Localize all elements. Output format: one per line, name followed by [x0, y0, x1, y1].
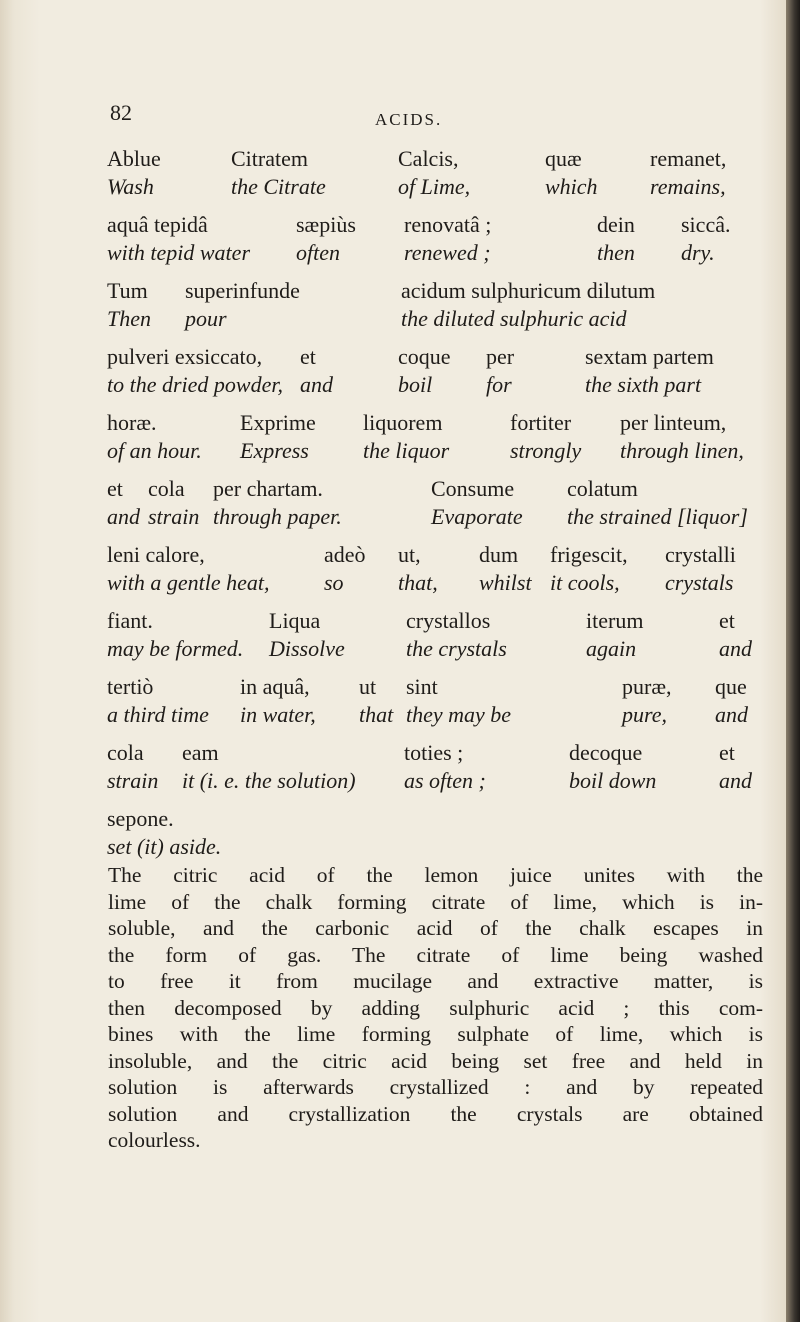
paragraph-line: soluble, and the carbonic acid of the chalk escapes in	[108, 916, 763, 940]
english-gloss: the sixth part	[585, 372, 702, 397]
latin-word: sepone.	[107, 806, 174, 831]
english-gloss: crystals	[665, 570, 734, 595]
paragraph-line: The citric acid of the lemon juice unites with the	[108, 863, 763, 887]
latin-word: quæ	[545, 146, 582, 171]
english-gloss: dry.	[681, 240, 715, 265]
english-gloss: Wash	[107, 174, 154, 199]
english-gloss: pure,	[622, 702, 668, 727]
english-gloss: the Citrate	[231, 174, 326, 199]
english-gloss: renewed ;	[404, 240, 491, 265]
latin-word: crystallos	[406, 608, 491, 633]
english-gloss: often	[296, 240, 340, 265]
latin-word: Exprime	[240, 410, 316, 435]
latin-word: Consume	[431, 476, 515, 501]
latin-word: dein	[597, 212, 635, 237]
english-gloss: and	[719, 768, 752, 793]
english-gloss: to the dried powder,	[107, 372, 283, 397]
latin-word: crystalli	[665, 542, 736, 567]
english-gloss: strain	[107, 768, 159, 793]
explanation-paragraph	[108, 862, 763, 1154]
english-gloss: strongly	[510, 438, 582, 463]
latin-word: sint	[406, 674, 438, 699]
latin-word: in aquâ,	[240, 674, 310, 699]
paragraph-line: then decomposed by adding sulphuric acid ; this com-	[108, 995, 763, 1020]
latin-word: per linteum,	[620, 410, 727, 435]
paragraph-line: solution and crystallization the crystals are obtained	[108, 1101, 763, 1126]
page-left-edge	[0, 0, 12, 1322]
latin-word: colatum	[567, 476, 638, 501]
english-gloss: Dissolve	[269, 636, 345, 661]
latin-word: eam	[182, 740, 219, 765]
paragraph-line: insoluble, and the citric acid being set free and held in	[108, 1048, 763, 1073]
latin-word: fortiter	[510, 410, 572, 435]
english-gloss: through linen,	[620, 438, 744, 463]
paragraph-line: lime of the chalk forming citrate of lime, which is in-	[108, 889, 763, 914]
paragraph-line: to free it from mucilage and extractive matter, is	[108, 969, 763, 993]
english-gloss: with a gentle heat,	[107, 570, 270, 595]
latin-word: leni calore,	[107, 542, 205, 567]
latin-word: per	[486, 344, 515, 369]
latin-word: renovatâ ;	[404, 212, 492, 237]
latin-word: Ablue	[107, 146, 161, 171]
latin-word: et	[719, 740, 735, 765]
english-gloss: it cools,	[550, 570, 620, 595]
english-gloss: Then	[107, 306, 151, 331]
latin-word: remanet,	[650, 146, 727, 171]
english-gloss: and	[719, 636, 752, 661]
english-gloss: Evaporate	[431, 504, 523, 529]
latin-word: frigescit,	[550, 542, 628, 567]
latin-word: aquâ tepidâ	[107, 212, 208, 237]
paragraph-line: bines with the lime forming sulphate of lime, which is	[108, 1022, 763, 1046]
latin-word: et	[719, 608, 735, 633]
latin-word: tertiò	[107, 674, 154, 699]
paragraph-line: the form of gas. The citrate of lime being washed	[108, 942, 763, 967]
latin-word: superinfunde	[185, 278, 300, 303]
latin-word: et	[300, 344, 316, 369]
english-gloss: through paper.	[213, 504, 342, 529]
english-gloss: pour	[185, 306, 227, 331]
english-gloss: of an hour.	[107, 438, 202, 463]
latin-word: que	[715, 674, 747, 699]
latin-word: toties ;	[404, 740, 464, 765]
english-gloss: as often ;	[404, 768, 486, 793]
english-gloss: the liquor	[363, 438, 450, 463]
english-gloss: again	[586, 636, 637, 661]
latin-word: cola	[148, 476, 185, 501]
latin-word: dum	[479, 542, 519, 567]
paragraph-line: colourless.	[108, 1128, 201, 1152]
english-gloss: that,	[398, 570, 438, 595]
latin-word: ut,	[398, 542, 421, 567]
running-head: ACIDS.	[375, 110, 443, 129]
english-gloss: boil	[398, 372, 433, 397]
english-gloss: whilst	[479, 570, 532, 595]
latin-word: sextam partem	[585, 344, 714, 369]
english-gloss: with tepid water	[107, 240, 250, 265]
latin-word: horæ.	[107, 410, 157, 435]
english-gloss: set (it) aside.	[107, 834, 222, 859]
latin-word: decoque	[569, 740, 643, 765]
english-gloss: they may be	[406, 702, 512, 727]
english-gloss: in water,	[240, 702, 316, 727]
latin-word: cola	[107, 740, 144, 765]
latin-word: iterum	[586, 608, 644, 633]
latin-word: Liqua	[269, 608, 321, 633]
english-gloss: the strained [liquor]	[567, 504, 748, 529]
latin-word: acidum sulphuricum dilutum	[401, 278, 656, 303]
english-gloss: the crystals	[406, 636, 507, 661]
latin-word: per chartam.	[213, 476, 323, 501]
english-gloss: a third time	[107, 702, 209, 727]
latin-word: pulveri exsiccato,	[107, 344, 263, 369]
english-gloss: remains,	[650, 174, 726, 199]
latin-word: siccâ.	[681, 212, 731, 237]
paragraph-line: solution is afterwards crystallized : and by repeated	[108, 1075, 763, 1099]
latin-word: coque	[398, 344, 451, 369]
latin-word: liquorem	[363, 410, 443, 435]
english-gloss: so	[324, 570, 344, 595]
english-gloss: and	[715, 702, 748, 727]
english-gloss: then	[597, 240, 635, 265]
english-gloss: may be formed.	[107, 636, 244, 661]
english-gloss: which	[545, 174, 598, 199]
latin-word: fiant.	[107, 608, 153, 633]
page-number: 82	[110, 100, 132, 125]
english-gloss: it (i. e. the solution)	[182, 768, 356, 793]
latin-word: ut	[359, 674, 377, 699]
english-gloss: Express	[240, 438, 309, 463]
latin-word: adeò	[324, 542, 366, 567]
latin-word: Citratem	[231, 146, 308, 171]
english-gloss: strain	[148, 504, 200, 529]
page-right-edge	[786, 0, 800, 1322]
english-gloss: the diluted sulphuric acid	[401, 306, 627, 331]
english-gloss: that	[359, 702, 394, 727]
english-gloss: for	[486, 372, 512, 397]
latin-word: Tum	[107, 278, 148, 303]
latin-word: Calcis,	[398, 146, 459, 171]
latin-word: sæpiùs	[296, 212, 356, 237]
english-gloss: and	[107, 504, 140, 529]
english-gloss: of Lime,	[398, 174, 471, 199]
latin-word: puræ,	[622, 674, 672, 699]
latin-word: et	[107, 476, 123, 501]
english-gloss: boil down	[569, 768, 657, 793]
english-gloss: and	[300, 372, 333, 397]
